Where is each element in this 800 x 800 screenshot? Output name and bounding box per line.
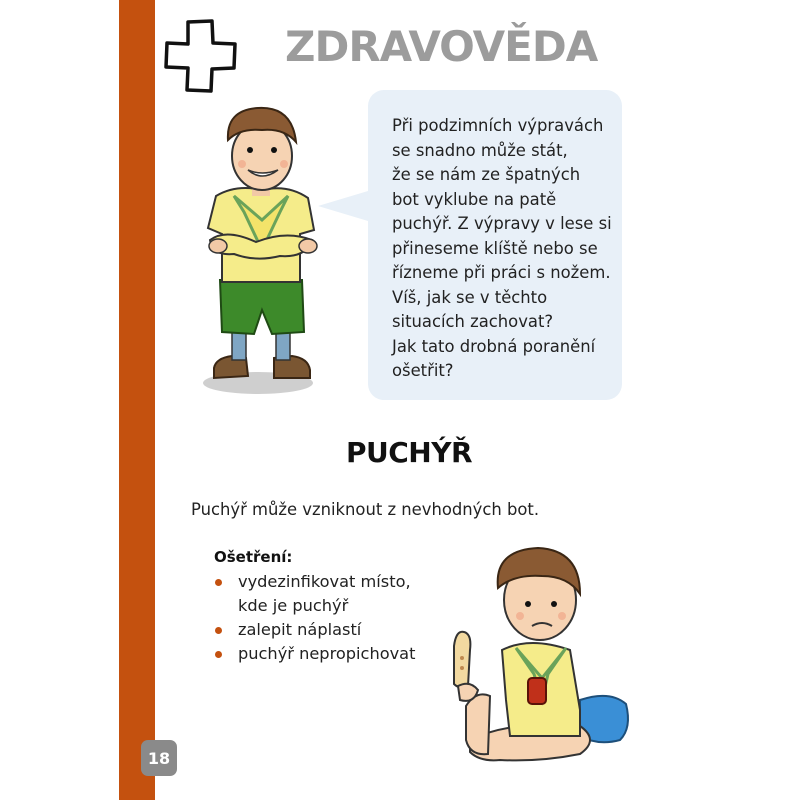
section-heading: PUCHÝŘ — [346, 436, 473, 469]
intro-paragraph: Puchýř může vzniknout z nevhodných bot. — [191, 500, 540, 519]
bullet-icon — [215, 651, 222, 658]
list-item — [214, 642, 415, 666]
boy-scout-standing-illustration — [196, 100, 336, 400]
bubble-line: ošetřit? — [392, 361, 454, 380]
bullet-icon — [215, 579, 222, 586]
bubble-line: se snadno může stát, — [392, 140, 568, 160]
bubble-line: Jak tato drobná poranění — [392, 336, 596, 356]
list-item-line: vydezinfikovat místo, — [238, 572, 411, 591]
list-item-line: kde je puchýř — [238, 596, 349, 615]
bubble-line: řízneme při práci s nožem. — [392, 263, 611, 282]
list-item-line: puchýř nepropichovat — [238, 644, 416, 663]
first-aid-cross-icon — [160, 16, 240, 96]
list-item — [214, 570, 415, 618]
bubble-line: že se nám ze špatných — [392, 165, 581, 184]
bubble-line: puchýř. Z výpravy v lese si — [392, 214, 612, 233]
bubble-line: bot vyklube na patě — [392, 189, 557, 209]
speech-bubble-text — [392, 114, 618, 384]
bubble-line: Víš, jak se v těchto — [392, 287, 548, 307]
bubble-line: situacích zachovat? — [392, 312, 554, 331]
side-accent-bar — [119, 0, 155, 800]
treatment-list — [214, 570, 415, 666]
page-title: ZDRAVOVĚDA — [285, 22, 598, 71]
bubble-line: Při podzimních výpravách — [392, 116, 604, 135]
page-number: 18 — [147, 748, 171, 768]
bullet-icon — [215, 627, 222, 634]
page-number-badge — [141, 740, 177, 776]
boy-scout-sitting-illustration — [430, 540, 640, 790]
list-item-line: zalepit náplastí — [238, 620, 362, 639]
list-item — [214, 618, 415, 642]
bubble-line: přineseme klíště nebo se — [392, 238, 598, 258]
treatment-heading: Ošetření: — [214, 548, 293, 566]
